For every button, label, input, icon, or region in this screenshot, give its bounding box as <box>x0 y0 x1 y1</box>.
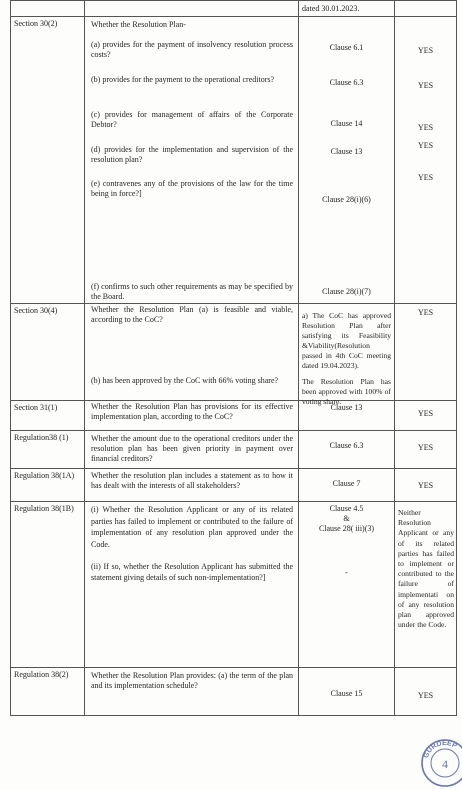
answer-text: YES <box>417 691 434 700</box>
section-label: Section 30(2) <box>14 19 58 28</box>
section-label: Section 30(4) <box>14 306 58 315</box>
clause-text: a) The CoC has approved Resolution Plan after satisfying its Feasibility &Viability(Resolution passed in 4th CoC meeting dated 19.04.2023). <box>302 311 391 370</box>
clause-text: dated 30.01.2023. <box>302 4 360 13</box>
item-text: Whether the Resolution Plan- <box>91 20 186 29</box>
clause-text: Clause 28(i)(6) <box>322 195 371 204</box>
answer-text: YES <box>417 123 434 132</box>
item-cell <box>85 668 299 716</box>
item-text: (b) provides for the payment to the operational creditors? <box>91 75 275 84</box>
item-text: Whether the Resolution Plan has provisions for its effective implementation plan, according to the CoC? <box>91 402 293 421</box>
clause-cell <box>299 17 395 304</box>
answer-text: Neither Resolution Applicant or any of its related parties has failed to implement or contributed to the failure of implementati on of any resolution plan approved under the Code. <box>398 508 454 630</box>
item-text: (ii) If so, whether the Resolution Applicant has submitted the statement giving details of such non-implementation?] <box>91 562 293 582</box>
section-cell <box>11 668 85 716</box>
table-row <box>11 17 457 304</box>
item-text: (e) contravenes any of the provisions of the law for the time being in force?] <box>91 179 293 198</box>
answer-text: YES <box>417 481 434 490</box>
table-row <box>11 1 457 17</box>
item-text: (b) has been approved by the CoC with 66% voting share? <box>91 376 279 385</box>
item-cell <box>85 401 299 431</box>
section-cell <box>11 17 85 304</box>
item-text: Whether the amount due to the operational creditors under the resolution plan has been given priority in payment over financial creditors? <box>91 434 293 463</box>
section-cell <box>11 304 85 401</box>
answer-cell <box>395 401 457 431</box>
item-cell <box>85 1 299 17</box>
item-text: (f) confirms to such other requirements as may be specified by the Board. <box>91 282 293 301</box>
clause-text: Clause 6.3 <box>329 441 364 450</box>
item-cell <box>85 431 299 469</box>
seal-mark: 4 <box>442 757 448 771</box>
clause-cell <box>299 502 395 668</box>
clause-text: Clause 7 <box>332 479 361 488</box>
answer-cell <box>395 431 457 469</box>
section-label: Regulation38 (1) <box>14 433 69 442</box>
answer-cell <box>395 668 457 716</box>
stamp-seal <box>420 738 462 788</box>
clause-text: Clause 28(i)(7) <box>322 287 371 296</box>
section-label: Regulation 38(1B) <box>14 504 74 513</box>
clause-text: - <box>345 568 348 577</box>
answer-cell <box>395 469 457 502</box>
answer-cell <box>395 502 457 668</box>
section-cell <box>11 1 85 17</box>
clause-text: Clause 6.3 <box>329 78 364 87</box>
item-text: Whether the Resolution Plan (a) is feasible and viable, according to the CoC? <box>91 305 293 324</box>
clause-text: Clause 6.1 <box>329 43 364 52</box>
table-row <box>11 431 457 469</box>
section-cell <box>11 431 85 469</box>
answer-text: YES <box>417 81 434 90</box>
item-cell <box>85 17 299 304</box>
clause-text: Clause 4.5 <box>329 504 364 513</box>
clause-cell <box>299 304 395 406</box>
clause-text: Clause 14 <box>330 119 363 128</box>
answer-text: YES <box>417 46 434 55</box>
item-text: Whether the resolution plan includes a statement as to how it has dealt with the interests of all stakeholders? <box>91 471 293 490</box>
answer-cell <box>395 1 457 17</box>
answer-text: YES <box>417 308 434 317</box>
clause-cell <box>299 431 395 469</box>
clause-cell <box>299 469 395 502</box>
clause-text: Clause 15 <box>330 689 363 698</box>
compliance-table <box>10 0 457 716</box>
clause-text: The Resolution Plan has been approved with 100% of voting share. <box>302 377 391 406</box>
item-text: (i) Whether the Resolution Applicant or any of its related parties has failed to implement or contributed to the failure of implementation of any resolution plan approved under the Code. <box>91 505 293 549</box>
item-cell <box>85 304 299 401</box>
clause-text: Clause 13 <box>330 147 363 156</box>
table-row <box>11 401 457 431</box>
clause-text: Clause 28( iii)(3) <box>318 524 375 533</box>
section-cell <box>11 502 85 668</box>
item-text: Whether the Resolution Plan provides: (a) the term of the plan and its implementation schedule? <box>91 671 293 690</box>
section-cell <box>11 469 85 502</box>
item-text: (a) provides for the payment of insolvency resolution process costs? <box>91 40 293 59</box>
item-cell <box>85 502 299 668</box>
answer-cell <box>395 304 457 401</box>
clause-text: Clause 13 <box>330 403 363 412</box>
clause-cell <box>299 401 395 431</box>
table-row <box>11 502 457 668</box>
answer-text: YES <box>417 443 434 452</box>
seal-text: GURDEEP <box>422 739 458 760</box>
answer-text: YES <box>417 173 434 182</box>
answer-text: YES <box>417 141 434 150</box>
item-cell <box>85 469 299 502</box>
clause-cell <box>299 1 395 17</box>
clause-cell <box>299 668 395 716</box>
section-cell <box>11 401 85 431</box>
item-text: (c) provides for management of affairs of the Corporate Debtor? <box>91 110 293 129</box>
answer-cell <box>395 17 457 304</box>
answer-text: YES <box>417 409 434 418</box>
section-label: Section 31(1) <box>14 403 58 412</box>
table-row <box>11 469 457 502</box>
table-row <box>11 304 457 401</box>
section-label: Regulation 38(2) <box>14 670 69 679</box>
section-label: Regulation 38(1A) <box>14 471 75 480</box>
clause-text: & <box>343 514 350 523</box>
table-row <box>11 668 457 716</box>
item-text: (d) provides for the implementation and supervision of the resolution plan? <box>91 145 293 164</box>
